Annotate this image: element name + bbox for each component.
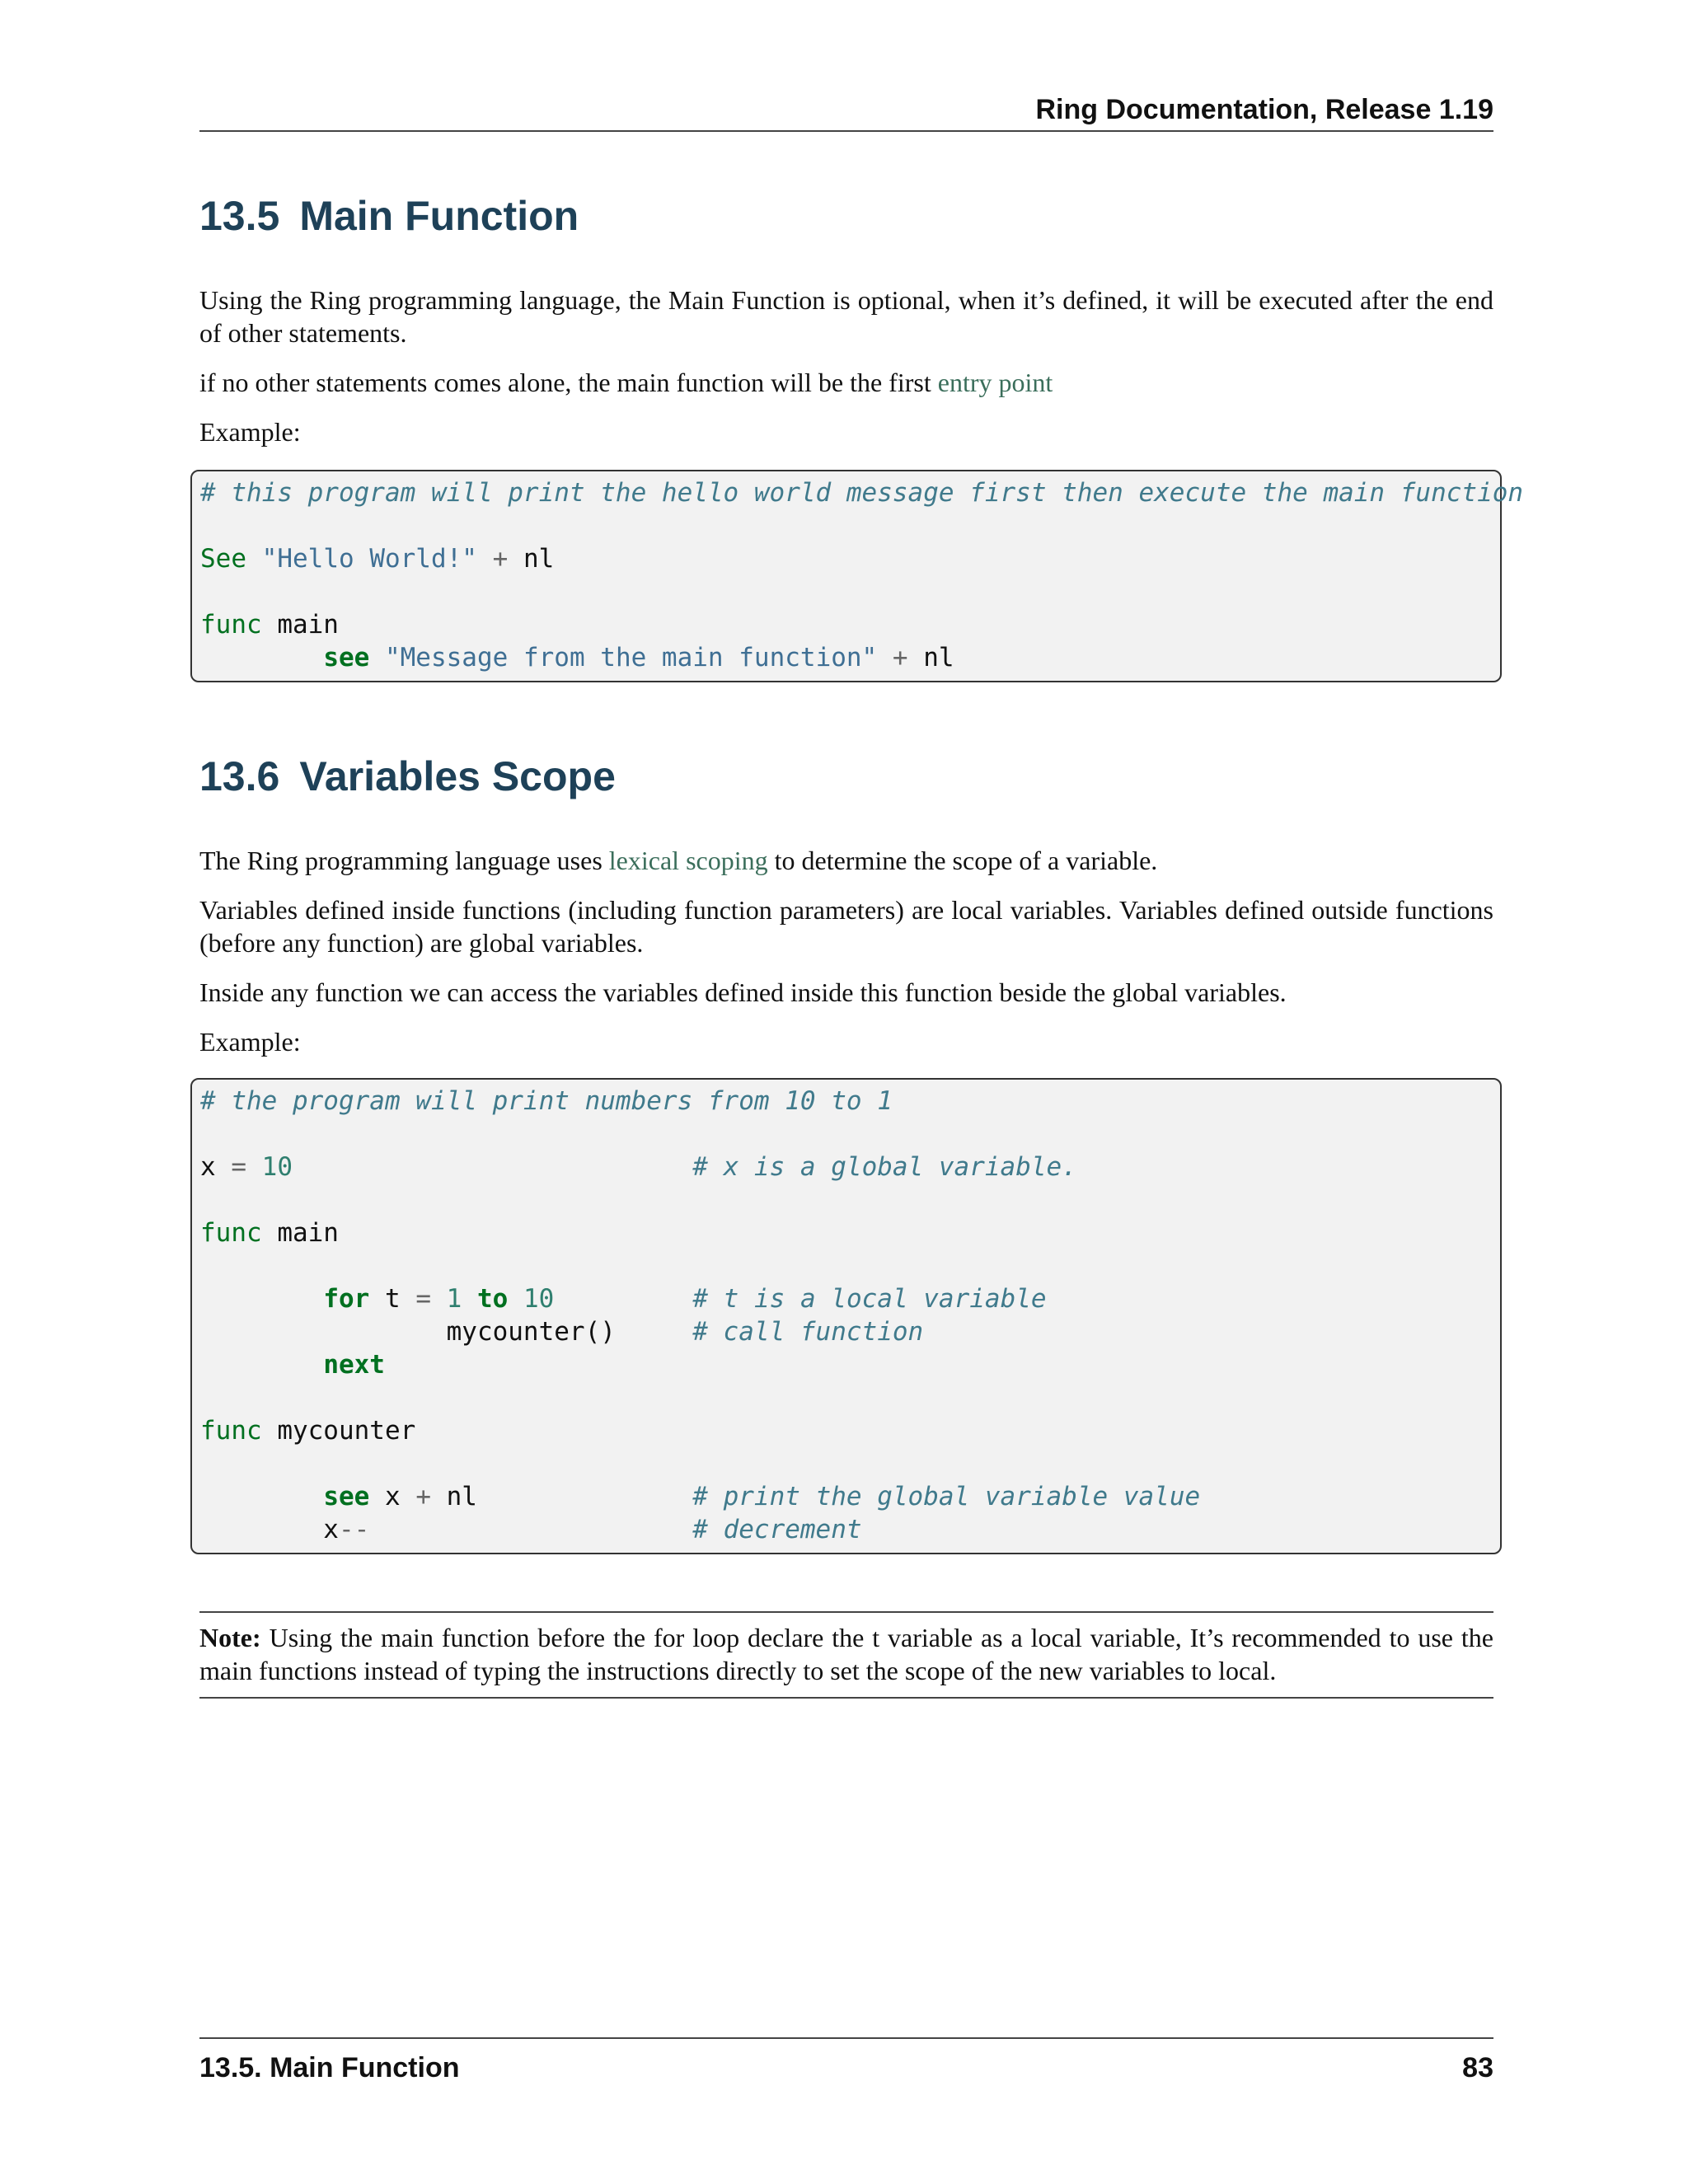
paragraph: Using the Ring programming language, the Main Function is optional, when it’s defined, it will be executed after the end of other statements.	[199, 285, 1493, 348]
code-line	[200, 1251, 216, 1281]
code-block-main-function	[190, 470, 1524, 682]
code-line	[200, 577, 216, 607]
section-heading-main-function	[199, 191, 579, 241]
code-block-variables-scope	[190, 1078, 1502, 1554]
paragraph	[199, 844, 1493, 877]
example-label: Example:	[199, 1027, 301, 1057]
section-number: 13.6	[199, 753, 280, 799]
note-text: Using the main function before the for loop declare the t variable as a local variable, It’s recommended to use the main functions instead of typing the instructions directly to set the scope of the new variables to local.	[199, 1623, 1493, 1685]
lexical-scoping-link[interactable]: lexical scoping	[608, 846, 768, 875]
note-label: Note:	[199, 1623, 261, 1652]
code-line: # this program will print the hello world message first then execute the main function	[200, 478, 1524, 508]
footer-section: 13.5. Main Function	[199, 2052, 460, 2083]
example-label: Example:	[199, 417, 301, 447]
code-line	[200, 1185, 216, 1215]
code-line: see "Message from the main function" + nl	[323, 643, 954, 673]
section-title: Variables Scope	[299, 753, 616, 799]
page-number: 83	[1462, 2052, 1493, 2083]
note-box	[199, 1611, 1493, 1699]
code-line: See "Hello World!" + nl	[200, 544, 555, 574]
section-title: Main Function	[299, 193, 579, 239]
code-line	[200, 511, 216, 541]
code-line: see x + nl # print the global variable value	[323, 1482, 1201, 1511]
running-footer	[199, 2037, 1493, 2083]
paragraph: Inside any function we can access the variables defined inside this function beside the global variables.	[199, 977, 1287, 1007]
code-line	[200, 1449, 216, 1479]
code-line: next	[323, 1350, 385, 1380]
code-line: func main	[200, 610, 339, 640]
section-number: 13.5	[199, 193, 280, 239]
code-line: # the program will print numbers from 10 to 1	[200, 1086, 893, 1116]
code-line	[200, 1383, 216, 1413]
code-line: func main	[200, 1218, 339, 1248]
code-line: func mycounter	[200, 1416, 416, 1446]
paragraph: Variables defined inside functions (including function parameters) are local variables. Variables defined outside functions (before any function) are global variables.	[199, 895, 1493, 958]
code-line: x = 10 # x is a global variable.	[200, 1152, 1077, 1182]
code-line: x-- # decrement	[200, 1515, 862, 1544]
paragraph	[199, 366, 1493, 399]
code-line	[200, 1119, 216, 1149]
section-heading-variables-scope	[199, 752, 616, 801]
paragraph-text: to determine the scope of a variable.	[767, 846, 1158, 875]
header-title: Ring Documentation, Release 1.19	[1035, 94, 1493, 125]
code-line: mycounter() # call function	[200, 1317, 924, 1347]
code-line: for t = 1 to 10 # t is a local variable	[323, 1284, 1047, 1314]
paragraph-text: The Ring programming language uses	[199, 846, 609, 875]
paragraph-text: if no other statements comes alone, the main function will be the first	[199, 368, 938, 397]
entry-point-link[interactable]: entry point	[937, 368, 1053, 397]
running-header	[199, 89, 1493, 132]
